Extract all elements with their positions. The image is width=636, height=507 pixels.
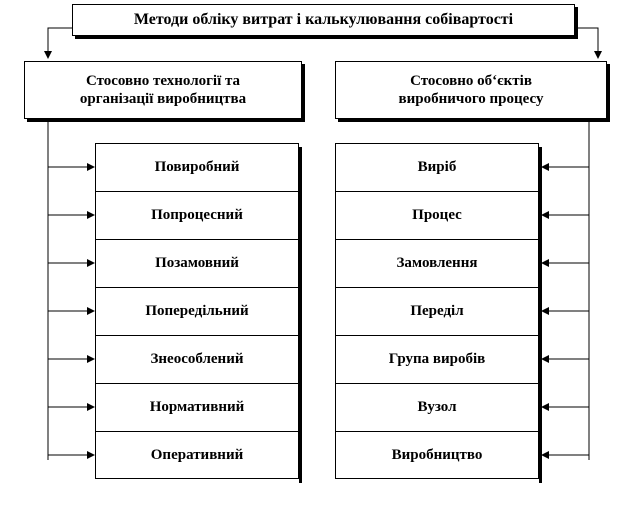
left-method-item-label: Оперативний [150,446,244,463]
right-column-shadow [539,147,542,483]
right-object-item-label: Вузол [417,399,457,415]
left-method-item-label: Нормативний [149,399,245,415]
right-object-item [335,383,539,431]
right-header-line1: Стосовно об‘єктів [410,73,532,89]
main-title: Методи обліку витрат і калькулювання собівартості [133,11,514,28]
left-method-item [95,287,299,335]
right-object-item [335,335,539,383]
left-header-line1: Стосовно технології та [85,73,241,89]
left-header-box [24,61,302,119]
left-method-item-label: Повиробний [154,159,240,175]
left-method-item [95,383,299,431]
right-object-item [335,431,539,479]
left-method-item-label: Позамовний [155,255,239,271]
right-object-item-label: Замовлення [396,255,478,271]
left-method-item [95,191,299,239]
left-method-item [95,335,299,383]
right-object-item-label: Процес [412,207,462,223]
left-method-item-label: Попередільний [145,303,249,319]
left-method-item [95,431,299,479]
right-object-item [335,191,539,239]
right-object-item [335,239,539,287]
left-method-item-label: Знеособлений [150,351,244,367]
main-title-box [72,4,575,36]
right-object-item-label: Виріб [417,159,457,175]
arrow-title-to-left [48,28,72,58]
right-object-item-label: Група виробів [388,351,486,367]
right-object-item [335,143,539,191]
right-header-line2: виробничого процесу [398,91,544,107]
right-object-item-label: Переділ [410,303,464,319]
right-object-item [335,287,539,335]
left-method-item [95,239,299,287]
left-header-line2: організації виробництва [79,91,247,107]
right-object-item-label: Виробництво [391,446,483,463]
left-method-item-label: Попроцесний [151,207,243,223]
left-column-shadow [299,147,302,483]
right-header-box [335,61,607,119]
left-method-item [95,143,299,191]
arrow-title-to-right [575,28,598,58]
